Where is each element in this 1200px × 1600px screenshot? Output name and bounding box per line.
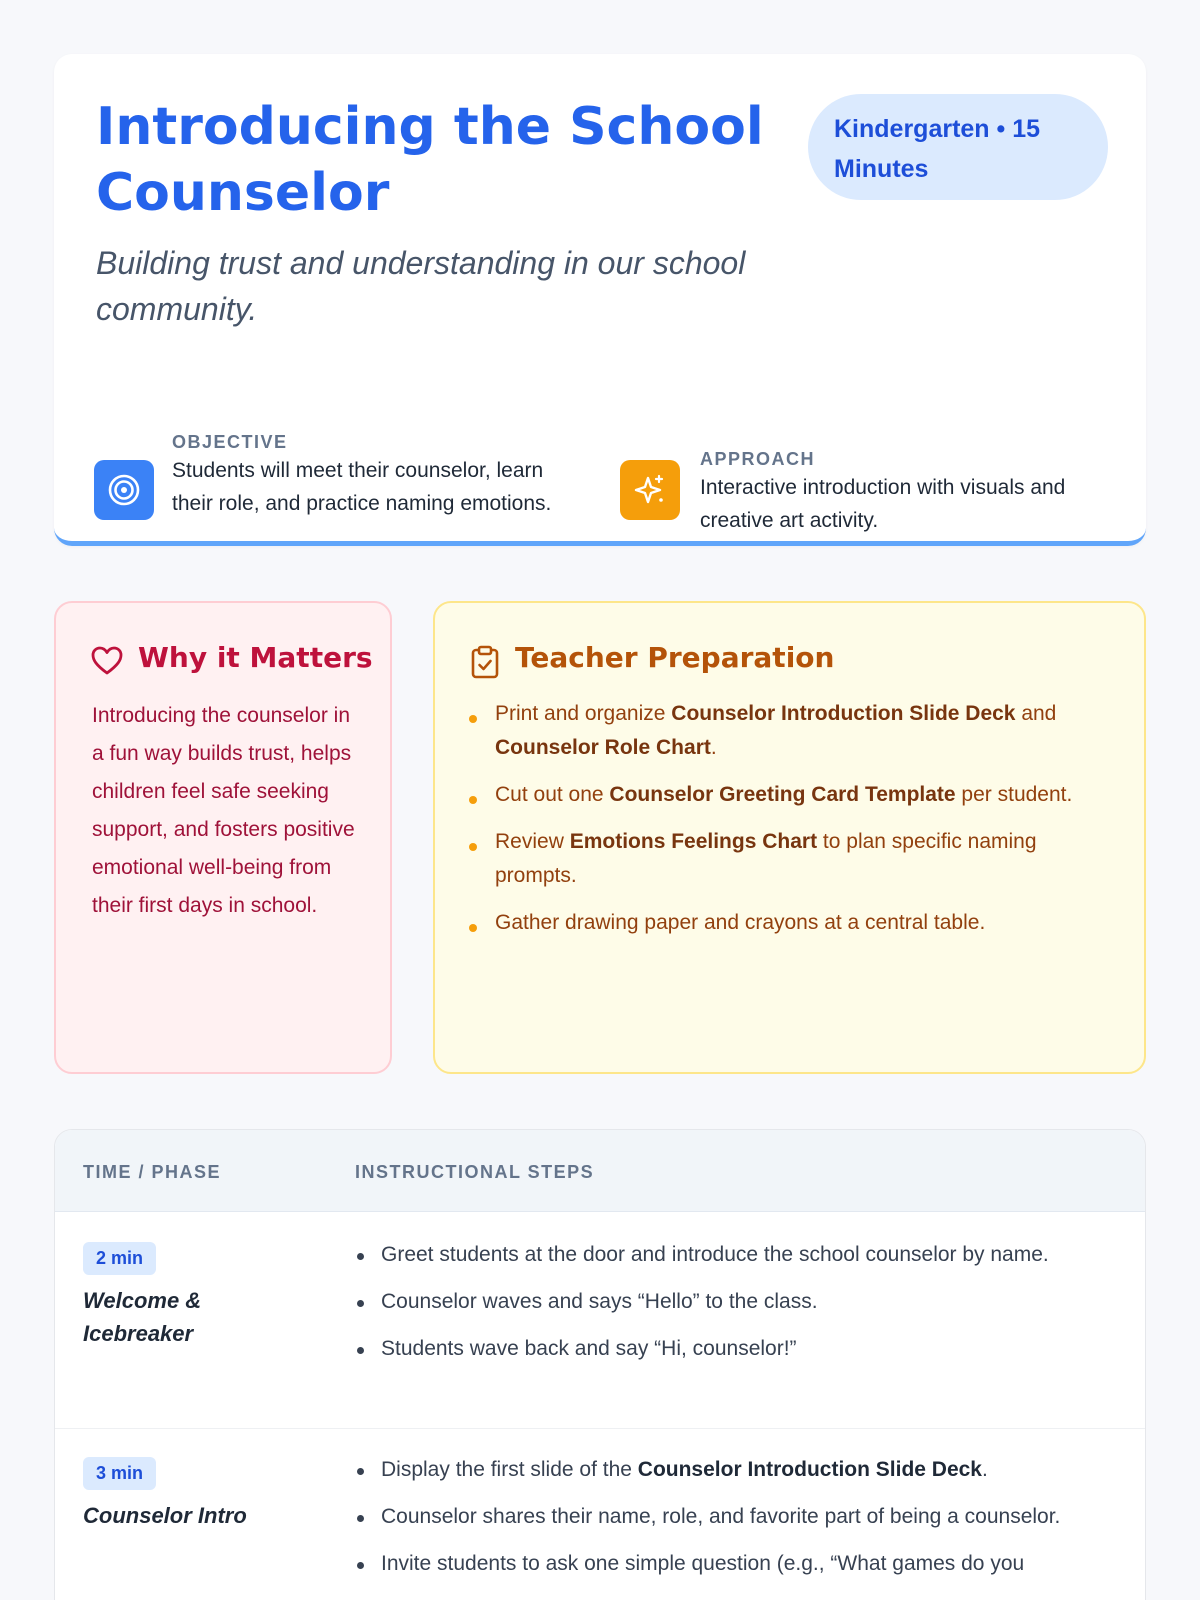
target-icon bbox=[94, 460, 154, 520]
approach-block bbox=[620, 374, 1100, 532]
why-body: Introducing the counselor in a fun way builds trust, helps children feel safe seeking support, and fosters positive emotional well-being from their first days in school. bbox=[92, 704, 355, 917]
column-header-time: TIME / PHASE bbox=[83, 1162, 222, 1182]
list-item: Print and organize Counselor Introduction Slide Deck and Counselor Role Chart. bbox=[469, 697, 1109, 765]
lesson-header-card bbox=[54, 54, 1146, 546]
list-item: Invite students to ask one simple question (e.g., “What games do you bbox=[355, 1547, 1115, 1581]
list-item: Cut out one Counselor Greeting Card Template per student. bbox=[469, 778, 1109, 812]
heart-icon bbox=[90, 645, 124, 682]
phase-label: Welcome & Icebreaker bbox=[83, 1288, 202, 1346]
list-item: Counselor waves and says “Hello” to the class. bbox=[355, 1285, 1115, 1319]
objective-block bbox=[94, 374, 574, 515]
page-subtitle: Building trust and understanding in our school community. bbox=[96, 245, 746, 327]
clipboard-check-icon bbox=[471, 645, 499, 684]
sparkles-icon bbox=[620, 460, 680, 520]
approach-label: APPROACH bbox=[700, 449, 816, 469]
list-item: Display the first slide of the Counselor Introduction Slide Deck. bbox=[355, 1453, 1115, 1487]
time-badge: 2 min bbox=[83, 1242, 156, 1275]
phase-label: Counselor Intro bbox=[83, 1503, 247, 1528]
prep-title: Teacher Preparation bbox=[515, 641, 835, 674]
table-row bbox=[55, 1429, 1145, 1600]
grade-duration-badge: Kindergarten • 15 Minutes bbox=[808, 94, 1108, 200]
list-item: Counselor shares their name, role, and favorite part of being a counselor. bbox=[355, 1500, 1115, 1534]
column-header-steps: INSTRUCTIONAL STEPS bbox=[355, 1162, 595, 1182]
steps-list bbox=[355, 1238, 1115, 1379]
approach-text: Interactive introduction with visuals and creative art activity. bbox=[700, 476, 1066, 532]
list-item: Students wave back and say “Hi, counselor!” bbox=[355, 1332, 1115, 1366]
why-title: Why it Matters bbox=[138, 641, 373, 674]
prep-list bbox=[469, 697, 1109, 953]
steps-list bbox=[355, 1453, 1115, 1594]
table-header bbox=[55, 1130, 1145, 1212]
objective-label: OBJECTIVE bbox=[172, 432, 288, 452]
instructional-steps-table bbox=[54, 1129, 1146, 1600]
time-badge: 3 min bbox=[83, 1457, 156, 1490]
list-item: Gather drawing paper and crayons at a central table. bbox=[469, 906, 1109, 940]
page-title: Introducing the School Counselor bbox=[96, 97, 764, 223]
table-row bbox=[55, 1212, 1145, 1429]
teacher-preparation-card bbox=[433, 601, 1146, 1074]
why-it-matters-card bbox=[54, 601, 392, 1074]
objective-text: Students will meet their counselor, learn their role, and practice naming emotions. bbox=[172, 459, 552, 515]
list-item: Greet students at the door and introduce the school counselor by name. bbox=[355, 1238, 1115, 1272]
list-item: Review Emotions Feelings Chart to plan specific naming prompts. bbox=[469, 825, 1109, 893]
